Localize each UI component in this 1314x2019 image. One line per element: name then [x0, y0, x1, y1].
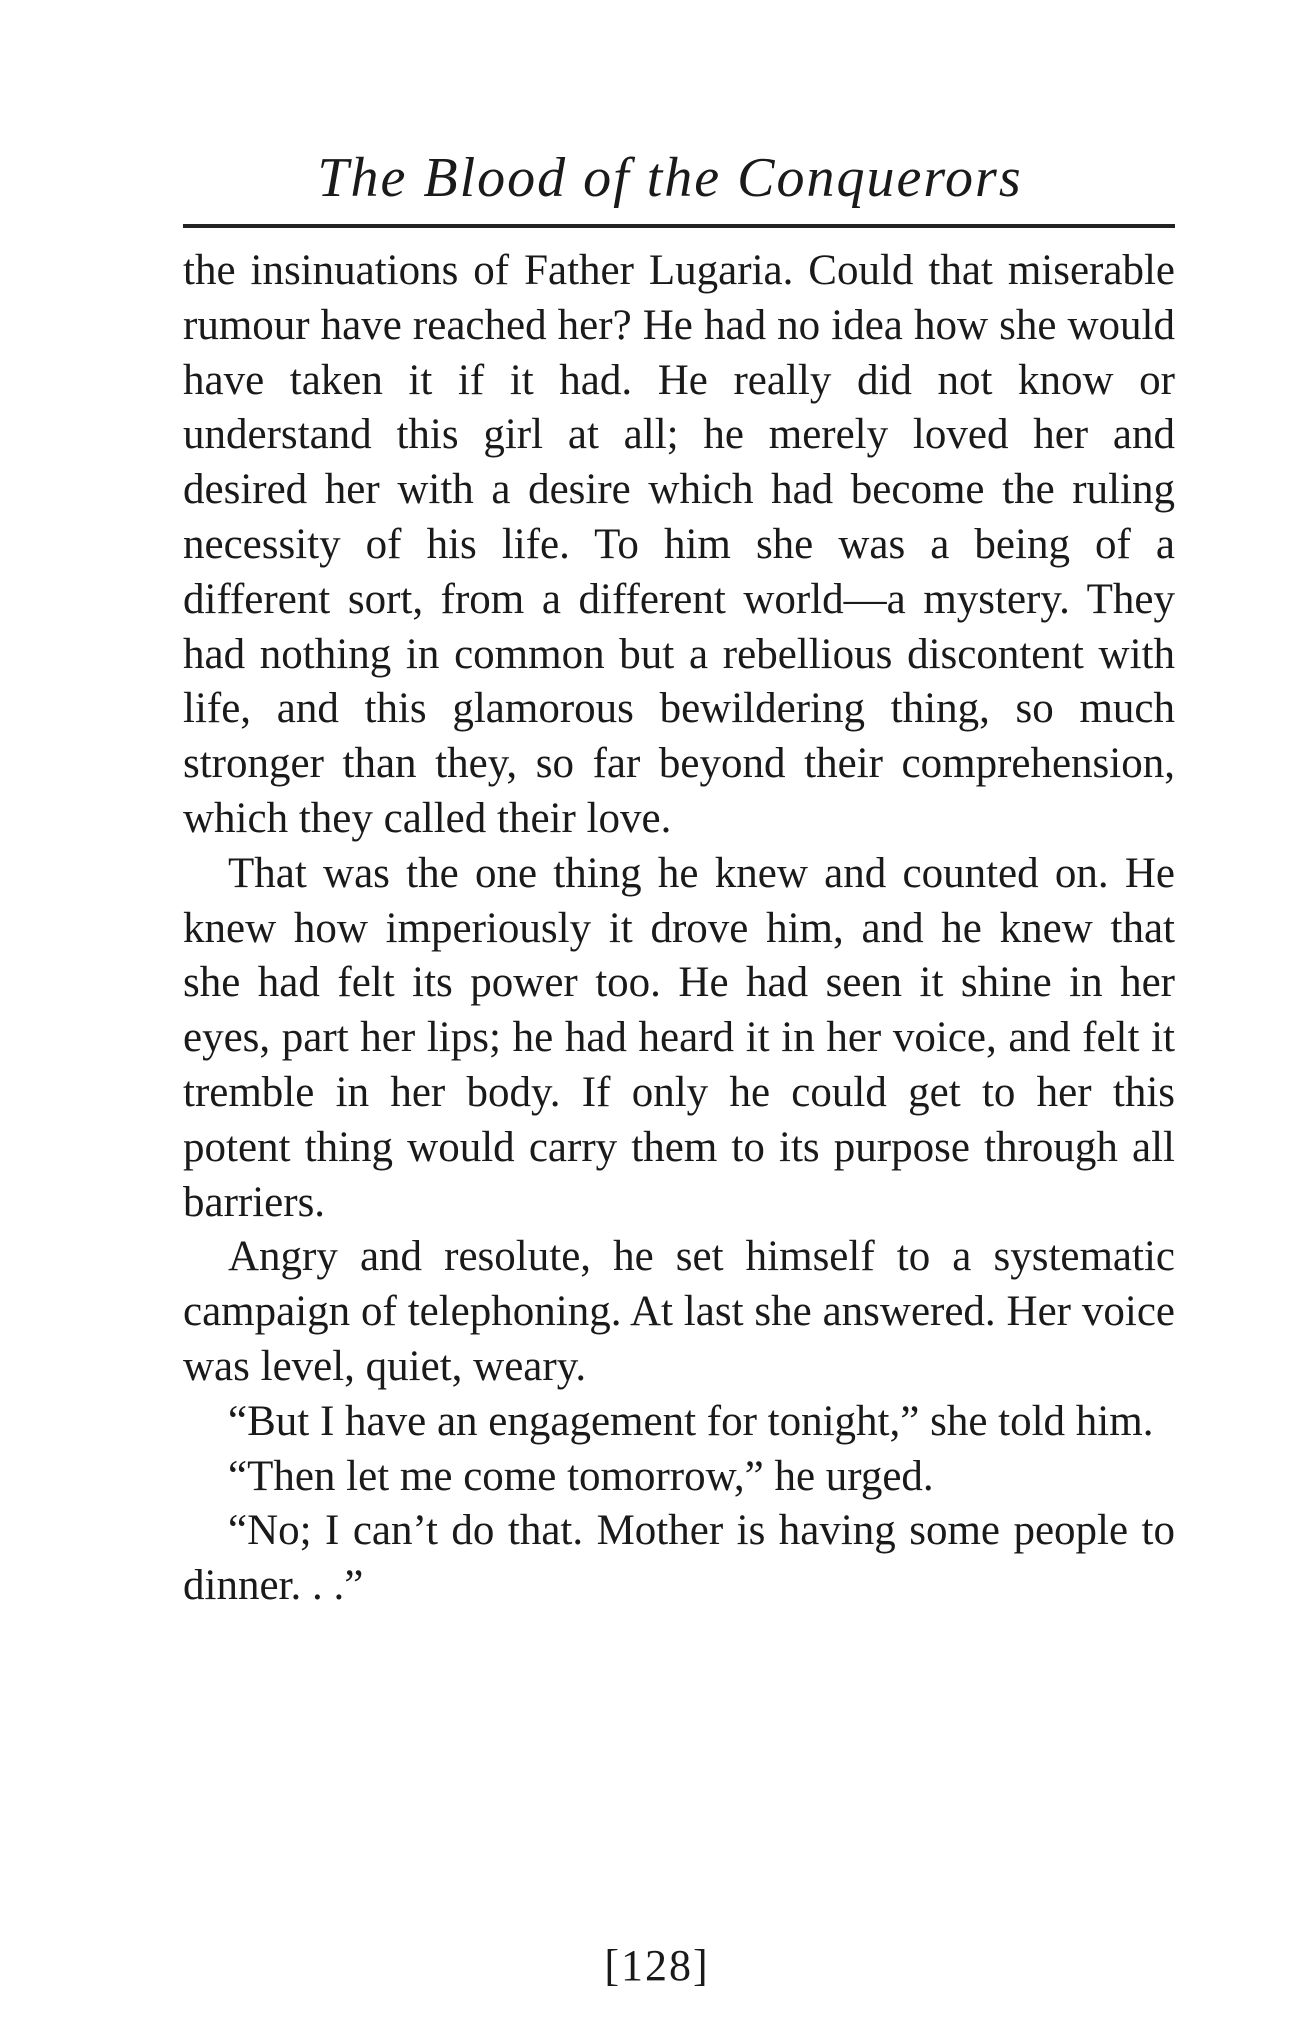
paragraph: “No; I can’t do that. Mother is having some people to dinner. . .” — [183, 1507, 1175, 1610]
paragraph: “Then let me come tomorrow,” he urged. — [228, 1452, 934, 1500]
body-text — [183, 244, 1175, 1614]
paragraph-continued: the insinuations of Father Lugaria. Could that miserable rumour have reached her? He had no idea how she would have taken it if it had. He really did not know or understand this girl at all; he merely loved her and desired her with a desire which had become the ruling necessity of his life. To him she was a being of a different sort, from a different world—a mystery. They had nothing in common but a rebellious discontent with life, and this glamorous bewildering thing, so much stronger than they, so far beyond their comprehension, which they called their love. — [183, 247, 1175, 842]
page-number: [128] — [604, 1941, 710, 1990]
paragraph: That was the one thing he knew and counted on. He knew how imperiously it drove him, and he knew that she had felt its power too. He had seen it shine in her eyes, part her lips; he had heard it in her voice, and felt it tremble in her body. If only he could get to her this potent thing would carry them to its purpose through all barriers. — [183, 849, 1175, 1226]
paragraph: Angry and resolute, he set himself to a systematic campaign of telephoning. At last she answered. Her voice was level, quiet, weary. — [183, 1233, 1175, 1390]
running-head: The Blood of the Conquerors — [317, 147, 1023, 209]
header-rule — [183, 224, 1175, 228]
paragraph: “But I have an engagement for tonight,” she told him. — [228, 1397, 1154, 1445]
